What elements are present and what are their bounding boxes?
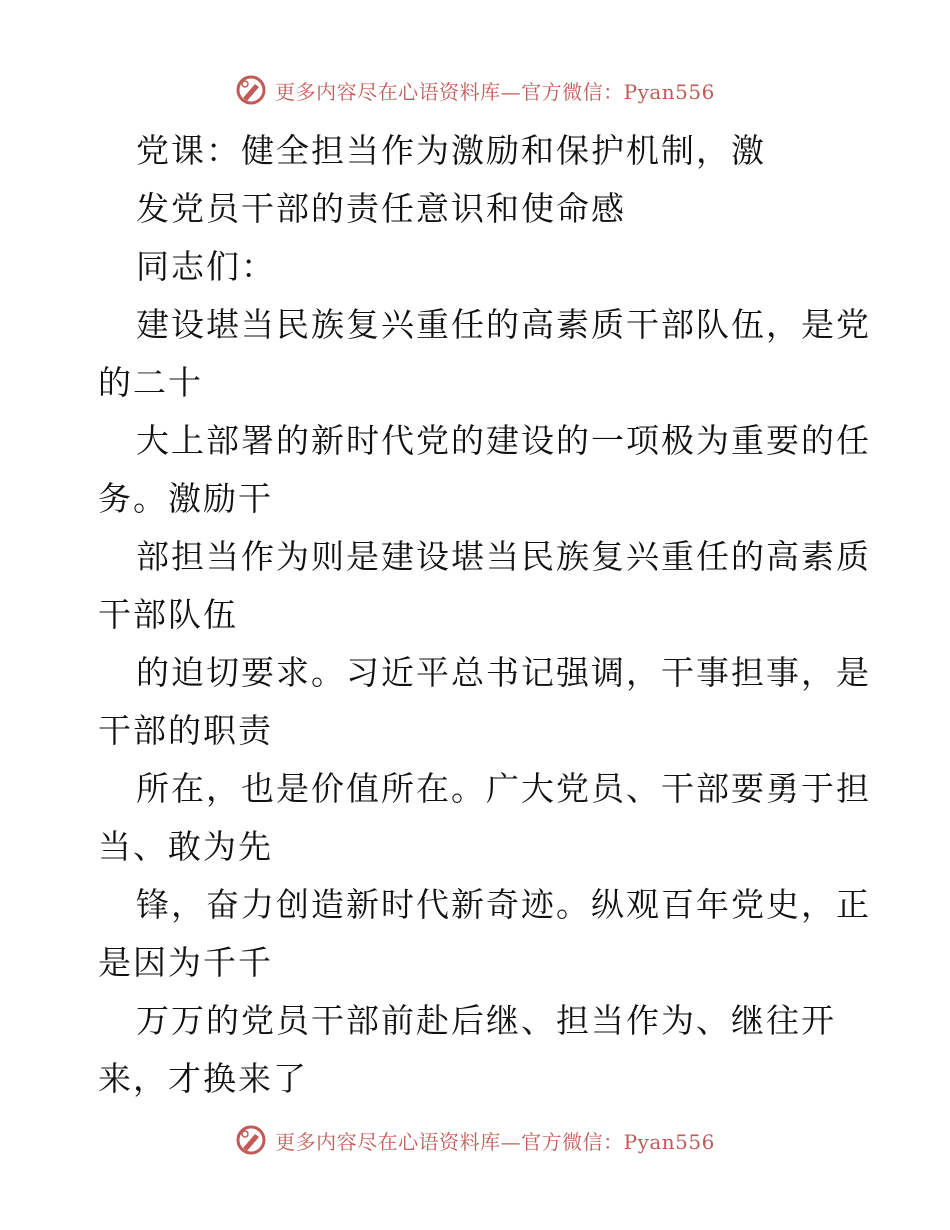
title-line-1: 党课：健全担当作为激励和保护机制，激 [136,131,766,170]
paragraph-line: 大上部署的新时代党的建设的一项极为重要的任 [136,421,871,460]
paragraph-line: 部担当作为则是建设堪当民族复兴重任的高素质 [136,537,871,576]
document-body [98,122,871,1108]
paragraph-line: 干部的职责 [98,711,273,750]
paragraph-line: 务。激励干 [98,479,273,518]
paragraph-line: 锋，奋力创造新时代新奇迹。纵观百年党史，正 [136,885,871,924]
red-pen-circle-logo-icon [235,1124,267,1156]
salutation: 同志们： [136,247,276,286]
paragraph-line: 干部队伍 [98,595,238,634]
paragraph-line: 所在，也是价值所在。广大党员、干部要勇于担 [136,769,871,808]
paragraph-line: 来，才换来了 [98,1059,308,1098]
red-pen-circle-logo-icon [235,74,267,106]
paragraph-line: 是因为千千 [98,943,273,982]
paragraph-line: 当、敢为先 [98,827,273,866]
header-banner-text: 更多内容尽在心语资料库—官方微信：Pyan556 [275,79,715,104]
paragraph-line: 建设堪当民族复兴重任的高素质干部队伍，是党 [136,305,871,344]
footer-banner [0,1120,950,1160]
paragraph-line: 的二十 [98,363,203,402]
paragraph-line: 的迫切要求。习近平总书记强调，干事担事，是 [136,653,871,692]
title-line-2: 发党员干部的责任意识和使命感 [136,189,626,228]
header-banner [0,70,950,110]
footer-banner-text: 更多内容尽在心语资料库—官方微信：Pyan556 [275,1129,715,1154]
paragraph-line: 万万的党员干部前赴后继、担当作为、继往开 [136,1001,836,1040]
